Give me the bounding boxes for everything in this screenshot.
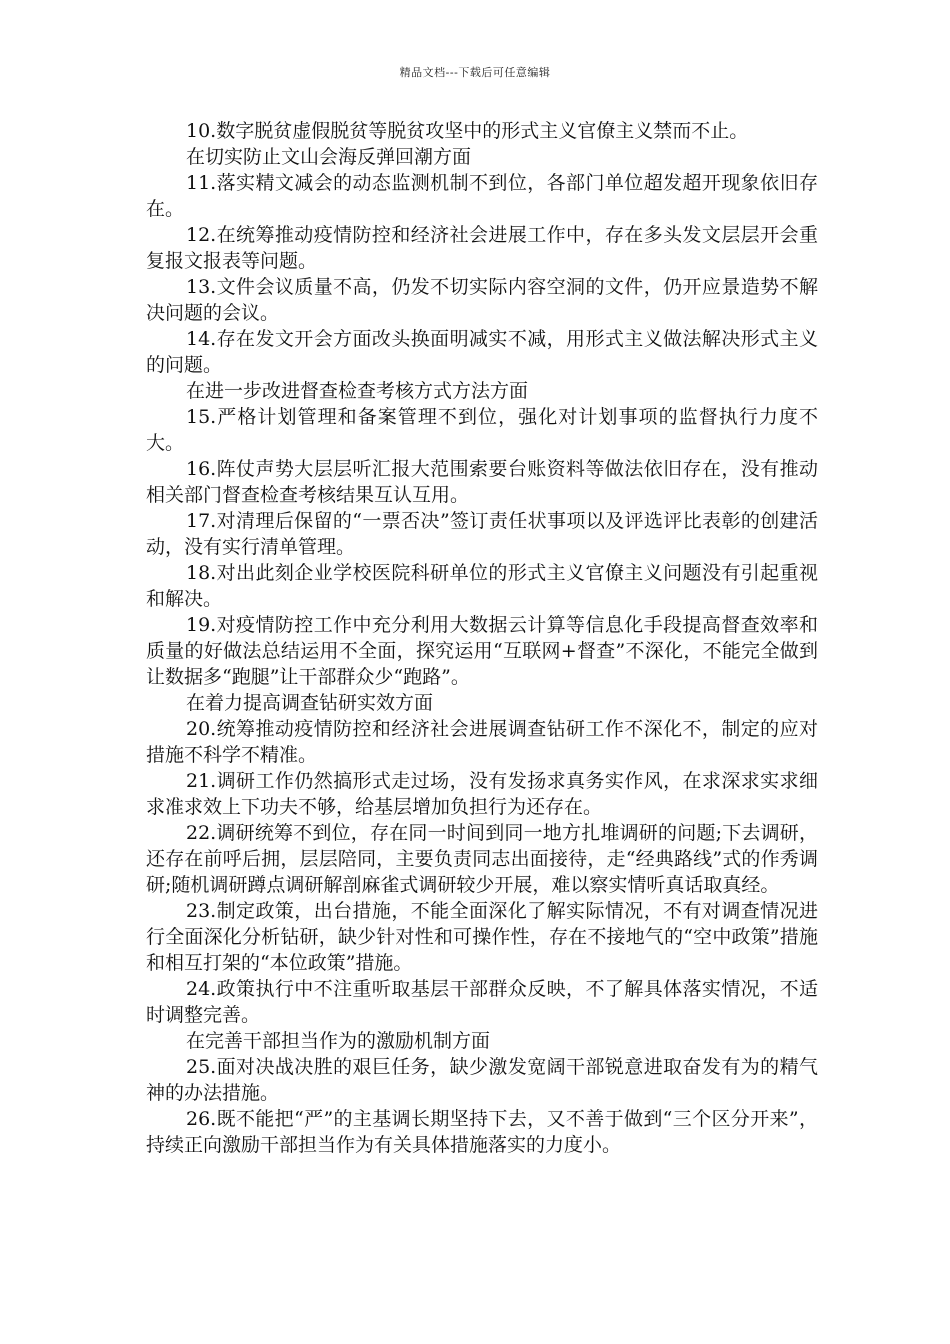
paragraph: 18.对出此刻企业学校医院科研单位的形式主义官僚主义问题没有引起重视和解决。 [146, 562, 818, 610]
paragraph: 20.统筹推动疫情防控和经济社会进展调查钻研工作不深化不，制定的应对措施不科学不精准。 [146, 718, 818, 766]
paragraph: 24.政策执行中不注重听取基层干部群众反映，不了解具体落实情况，不适时调整完善。 [146, 978, 818, 1026]
section-heading: 在切实防止文山会海反弹回潮方面 [186, 146, 472, 168]
paragraph: 12.在统筹推动疫情防控和经济社会进展工作中，存在多头发文层层开会重复报文报表等问题。 [146, 224, 818, 272]
paragraph: 25.面对决战决胜的艰巨任务，缺少激发宽阔干部锐意进取奋发有为的精气神的办法措施。 [146, 1056, 818, 1104]
paragraph: 21.调研工作仍然搞形式走过场，没有发扬求真务实作风，在求深求实求细求准求效上下功夫不够，给基层增加负担行为还存在。 [146, 770, 818, 818]
paragraph: 13.文件会议质量不高，仍发不切实际内容空洞的文件，仍开应景造势不解决问题的会议。 [146, 276, 818, 324]
paragraph: 15.严格计划管理和备案管理不到位，强化对计划事项的监督执行力度不大。 [146, 406, 818, 454]
paragraph: 17.对清理后保留的“一票否决”签订责任状事项以及评选评比表彰的创建活动，没有实行清单管理。 [146, 510, 818, 558]
paragraph: 11.落实精文减会的动态监测机制不到位，各部门单位超发超开现象依旧存在。 [146, 172, 818, 220]
paragraph: 16.阵仗声势大层层听汇报大范围索要台账资料等做法依旧存在，没有推动相关部门督查检查考核结果互认互用。 [146, 458, 818, 506]
section-heading: 在进一步改进督查检查考核方式方法方面 [186, 380, 529, 402]
page-header: 精品文档---下载后可任意编辑 [399, 66, 551, 79]
paragraph: 22.调研统筹不到位，存在同一时间到同一地方扎堆调研的问题;下去调研，还存在前呼后拥，层层陪同，主要负责同志出面接待，走“经典路线”式的作秀调研;随机调研蹲点调研解剖麻雀式调研较少开展，难以察实情听真话取真经。 [146, 822, 818, 896]
paragraph: 10.数字脱贫虚假脱贫等脱贫攻坚中的形式主义官僚主义禁而不止。 [186, 120, 749, 142]
paragraph: 26.既不能把“严”的主基调长期坚持下去，又不善于做到“三个区分开来”，持续正向激励干部担当作为有关具体措施落实的力度小。 [146, 1108, 818, 1156]
document-body [146, 118, 818, 1158]
paragraph: 23.制定政策，出台措施，不能全面深化了解实际情况，不有对调查情况进行全面深化分析钻研，缺少针对性和可操作性，存在不接地气的“空中政策”措施和相互打架的“本位政策”措施。 [146, 900, 818, 974]
section-heading: 在完善干部担当作为的激励机制方面 [186, 1030, 491, 1052]
paragraph: 14.存在发文开会方面改头换面明减实不减，用形式主义做法解决形式主义的问题。 [146, 328, 818, 376]
paragraph: 19.对疫情防控工作中充分利用大数据云计算等信息化手段提高督查效率和质量的好做法总结运用不全面，探究运用“互联网+督查”不深化，不能完全做到让数据多“跑腿”让干部群众少“跑路”。 [146, 614, 818, 688]
section-heading: 在着力提高调查钻研实效方面 [186, 692, 434, 714]
